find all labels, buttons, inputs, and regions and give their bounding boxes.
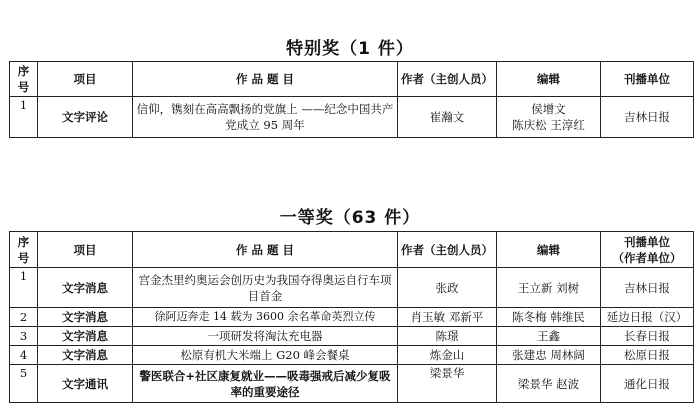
cell-author: 炼金山 (398, 346, 497, 365)
cell-work: 一项研发将淘汰充电器 (133, 327, 398, 346)
cell-seq: 3 (10, 327, 38, 346)
header-seq: 序号 (10, 232, 38, 268)
special-award-title: 特别奖（1 件） (286, 39, 414, 59)
header-author: 作者（主创人员） (398, 62, 497, 97)
header-work: 作 品 题 目 (133, 62, 398, 97)
cell-editor: 王立新 刘树 (497, 268, 601, 308)
cell-work: 徐阿迈奔走 14 载为 3600 余名革命英烈立传 (133, 308, 398, 327)
table-header-row (10, 62, 694, 97)
cell-work: 信仰，镌刻在高高飘扬的党旗上 ——纪念中国共产党成立 95 周年 (133, 97, 398, 138)
header-item: 项目 (38, 62, 133, 97)
cell-item: 文字消息 (38, 268, 133, 308)
cell-editor: 张建忠 周林阔 (497, 346, 601, 365)
header-unit-line: 刊播单位 (624, 234, 670, 249)
cell-unit: 松原日报 (601, 346, 694, 365)
cell-editor (497, 97, 601, 138)
cell-author: 肖玉敏 邓新平 (398, 308, 497, 327)
cell-work: 警医联合+社区康复就业——吸毒强戒后减少复吸率的重要途径 (133, 365, 398, 403)
cell-author: 张政 (398, 268, 497, 308)
cell-author: 陈璟 (398, 327, 497, 346)
special-award-table (9, 61, 694, 138)
first-award-title: 一等奖（63 件） (279, 208, 421, 228)
header-editor: 编辑 (497, 62, 601, 97)
cell-editor: 梁景华 赵波 (497, 365, 601, 403)
cell-work: 宫金杰里约奥运会创历史为我国夺得奥运自行车项目首金 (133, 268, 398, 308)
cell-unit: 延边日报（汉） (601, 308, 694, 327)
cell-seq: 1 (10, 97, 38, 138)
cell-item: 文字消息 (38, 327, 133, 346)
header-unit-line: （作者单位） (612, 250, 682, 265)
cell-author: 崔瀚文 (398, 97, 497, 138)
cell-item: 文字通讯 (38, 365, 133, 403)
table-row (10, 97, 694, 138)
table-header-row (10, 232, 694, 268)
cell-seq: 4 (10, 346, 38, 365)
cell-seq: 1 (10, 268, 38, 308)
cell-unit: 长春日报 (601, 327, 694, 346)
table-row (10, 327, 694, 346)
header-work: 作 品 题 目 (133, 232, 398, 268)
cell-seq: 2 (10, 308, 38, 327)
cell-editor: 陈冬梅 韩维民 (497, 308, 601, 327)
table-row (10, 346, 694, 365)
header-item: 项目 (38, 232, 133, 268)
cell-seq: 5 (10, 365, 38, 403)
cell-unit: 通化日报 (601, 365, 694, 403)
header-unit (601, 232, 694, 268)
cell-item: 文字评论 (38, 97, 133, 138)
cell-unit: 吉林日报 (601, 97, 694, 138)
header-seq: 序号 (10, 62, 38, 97)
header-unit: 刊播单位 (601, 62, 694, 97)
header-author: 作者（主创人员） (398, 232, 497, 268)
cell-work: 松原有机大米端上 G20 峰会餐桌 (133, 346, 398, 365)
table-row (10, 308, 694, 327)
first-award-table (9, 231, 694, 403)
cell-unit: 吉林日报 (601, 268, 694, 308)
cell-item: 文字消息 (38, 308, 133, 327)
cell-author: 梁景华 (398, 365, 497, 403)
table-row (10, 268, 694, 308)
editor-line: 陈庆松 王淳红 (512, 118, 585, 132)
cell-editor: 王鑫 (497, 327, 601, 346)
cell-item: 文字消息 (38, 346, 133, 365)
header-editor: 编辑 (497, 232, 601, 268)
table-row (10, 365, 694, 403)
editor-line: 侯增文 (531, 102, 566, 116)
